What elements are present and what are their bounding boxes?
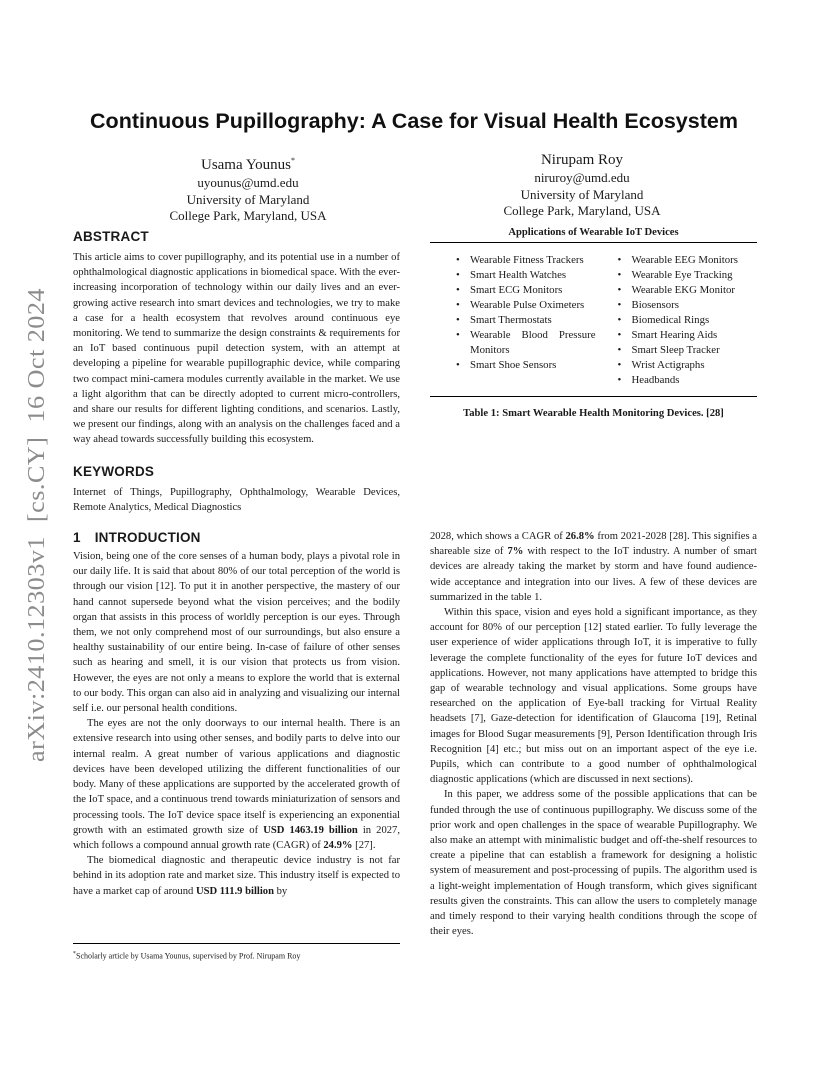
author-email: uyounus@umd.edu <box>197 175 299 190</box>
table-item-label: Wearable Pulse Oximeters <box>470 299 585 311</box>
arxiv-identifier-stamp <box>22 286 52 762</box>
author-footnote-mark: * <box>291 156 295 165</box>
table-item-label: Wearable Eye Tracking <box>631 269 733 281</box>
biomedical-cagr-value: 26.8% <box>565 531 595 542</box>
bullet-icon: • <box>617 374 622 386</box>
right-column <box>430 529 757 939</box>
left-column <box>73 229 400 899</box>
author-affiliation: University of Maryland <box>186 191 310 207</box>
table-item-label: Smart Hearing Aids <box>631 329 718 341</box>
table-item-label: Biosensors <box>631 299 679 311</box>
table-item-label: Biomedical Rings <box>631 314 710 326</box>
table-item <box>618 328 758 343</box>
author-name: Usama Younus <box>200 157 291 173</box>
table-item-label: Wearable EEG Monitors <box>631 254 738 266</box>
table-item <box>618 358 758 373</box>
paper-title: Continuous Pupillography: A Case for Visual Health Ecosystem <box>90 109 738 133</box>
arxiv-identifier-text: arXiv:2410.12303v1 [cs.CY] 16 Oct 2024 <box>24 328 50 762</box>
intro-paragraph-5: Within this space, vision and eyes hold a significant importance, as they account for 80% of our perception [12] stated earlier. To fully leverage the user experience of wider applications through IoT, it is imperative to fully leverage the complete functionality of the eyes for future IoT devices and applications. However, not many applications have attempted to bridge this gap of wearable technology and visual applications. Some groups have researched on the application of Eye-ball tracking for Virtual Reality headsets [7], Gaze-detection for identification of Glaucoma [19], Retinal images for Blood Sugar measurements [9], Person Identification through Iris Recognition [4] etc.; but miss out on an important aspect of the eye i.e. Pupils, which can contribute to a good number of ophthalmological diagnostic applications (which are discussed in next sections). <box>430 607 757 786</box>
table-item <box>456 253 596 268</box>
author-name: Nirupam Roy <box>540 152 624 168</box>
table-item <box>456 283 596 298</box>
bullet-icon: • <box>617 269 622 281</box>
footnote-text: Scholarly article by Usama Younus, supervised by Prof. Nirupam Roy <box>76 951 301 961</box>
author-block-2 <box>452 151 712 220</box>
table-item <box>618 268 758 283</box>
table-body <box>430 243 757 397</box>
bullet-icon: • <box>617 314 622 326</box>
table-item <box>618 313 758 328</box>
table-item <box>456 313 596 328</box>
introduction-heading <box>73 530 400 545</box>
footnote <box>73 943 400 962</box>
keywords-text: Internet of Things, Pupillography, Ophthalmology, Wearable Devices, Remote Analytics, Medical Diagnostics <box>73 486 400 513</box>
table-item-label: Wrist Actigraphs <box>631 359 705 371</box>
bullet-icon: • <box>456 254 460 266</box>
author-location: College Park, Maryland, USA <box>503 203 661 218</box>
intro-paragraph-6: In this paper, we address some of the possible applications that can be funded through the use of continuous pupillography. We discuss some of the prior work and open challenges in the space of wearable Pupillography. We also make an attempt with minimalistic budget and off-the-shelf resources to create a pipeline that can establish a framework for designing a holistic system of measurement and post-processing of pupils. The algorithm used is a light-weight implementation of Hough transform, which gives significant results given the constraints. This can allow the users to completely manage and timely respond to their varying health conditions through the scope of their eyes. <box>430 789 757 938</box>
growth-size-value: USD 1463.19 billion <box>263 824 358 836</box>
bullet-icon: • <box>456 314 460 326</box>
table-item <box>618 343 758 358</box>
devices-table <box>430 227 757 419</box>
table-heading: Applications of Wearable IoT Devices <box>430 227 757 243</box>
footnote-mark: * <box>73 951 76 957</box>
bullet-icon: • <box>456 359 460 371</box>
bullet-icon: • <box>456 284 460 296</box>
intro-paragraph-3: The biomedical diagnostic and therapeutic device industry is not far behind in its adoption rate and market size. This industry itself is expected to have a market cap of around USD 111.9 billion by <box>73 855 400 897</box>
table-item <box>618 283 758 298</box>
intro-paragraph-2: The eyes are not the only doorways to our internal health. There is an extensive research into using other senses, and bodily parts to delve into our internal realm. A great number of various applications and diagnostic devices have been developed utilizing the different functionalities of our body. Many of these applications are supported by the accelerated growth of the IoT space, and a continuous trend towards miniaturization of sensors and processing tools. The IoT device space itself is experiencing an exponential growth with an estimated growth size of USD 1463.19 billion in 2027, which follows a compound annual growth rate (CAGR) of 24.9% [27]. <box>73 718 400 851</box>
table-item <box>618 373 758 388</box>
table-item <box>456 328 596 358</box>
bullet-icon: • <box>456 329 460 341</box>
bullet-icon: • <box>617 284 622 296</box>
table-item-label: Smart ECG Monitors <box>470 284 563 296</box>
table-caption: Table 1: Smart Wearable Health Monitoring Devices. [28] <box>463 408 724 419</box>
market-cap-value: USD 111.9 billion <box>195 885 274 897</box>
shareable-size-value: 7% <box>507 546 524 558</box>
author-email: niruroy@umd.edu <box>534 170 630 185</box>
section-title: INTRODUCTION <box>94 530 201 546</box>
table-item <box>456 358 596 373</box>
table-item <box>456 298 596 313</box>
table-column-2 <box>618 253 758 388</box>
intro-paragraph-1: Vision, being one of the core senses of a human body, plays a pivotal role in our daily life. It is said that about 80% of our total perception of the world is through our vision [12]. To put it in another perspective, the mastery of our hand cannot supersede beyond what the vision perceives; and the bodily organ that assists in this process of worldly perception is our eyes. Through them, we not only comprehend most of our surroundings, but also ensure a healthy sustainability of our entire being. In-case of failure of other senses such as hearing and smell, it is our vision that protects us from vision. However, the eyes are not only a means to explore the world that is external to our body. This organ can also aid in analyzing and visualizing our internal self i.e. our personal health conditions. <box>73 551 400 715</box>
section-number: 1 <box>73 530 81 546</box>
table-item <box>618 298 758 313</box>
author-block-1 <box>118 151 378 225</box>
table-item-label: Wearable Fitness Trackers <box>470 254 584 266</box>
bullet-icon: • <box>617 359 622 371</box>
keywords-heading: KEYWORDS <box>73 463 155 479</box>
table-item-label: Headbands <box>631 374 680 386</box>
abstract-heading: ABSTRACT <box>73 229 149 244</box>
table-item <box>456 268 596 283</box>
bullet-icon: • <box>456 269 460 281</box>
bullet-icon: • <box>617 329 622 341</box>
table-item-label: Smart Thermostats <box>470 314 552 326</box>
abstract-text: This article aims to cover pupillography, and its potential use in a number of ophthalmological diagnostic applications in biomedical space. With the ever-increasing incorporation of technology within our daily lives and an ever-growing active research into smart devices and technologies, we try to make a case for a health ecosystem that revolves around continuous eye monitoring. We tend to summarize the design constraints & requirements for an IoT based continuous pupil detection system, with an attempt at developing a pipeline for wearable pupillographic device, while comparing two compact mini-camera modules currently available in the market. We use a light algorithm that can be directly adopted to current micro-controllers, and share our results for different lighting conditions, and scenarios. Lastly, we present our findings, along with an analysis on the challenges faced and a way ahead towards successfully building this ecosystem. <box>73 252 400 446</box>
bullet-icon: • <box>456 299 460 311</box>
table-item-label: Wearable EKG Monitor <box>631 284 735 296</box>
table-column-1 <box>456 253 596 388</box>
bullet-icon: • <box>617 344 622 356</box>
table-item-label: Smart Shoe Sensors <box>470 359 557 371</box>
author-affiliation: University of Maryland <box>520 186 644 202</box>
intro-paragraph-4: 2028, which shows a CAGR of 26.8% from 2021-2028 [28]. This signifies a shareable size of 7% with respect to the IoT industry. A number of smart devices are already taking the market by storm and have found audience-wide acceptance and integration into our lives. A few of these devices are summarized in the table 1. <box>430 531 757 603</box>
bullet-icon: • <box>617 299 622 311</box>
table-item-label: Smart Sleep Tracker <box>631 344 720 356</box>
table-item <box>618 253 758 268</box>
author-location: College Park, Maryland, USA <box>169 208 327 223</box>
bullet-icon: • <box>617 254 622 266</box>
cagr-value: 24.9% <box>323 839 353 851</box>
table-item-label: Smart Health Watches <box>470 269 567 281</box>
table-item-label: Wearable Blood Pressure Monitors <box>470 329 596 356</box>
